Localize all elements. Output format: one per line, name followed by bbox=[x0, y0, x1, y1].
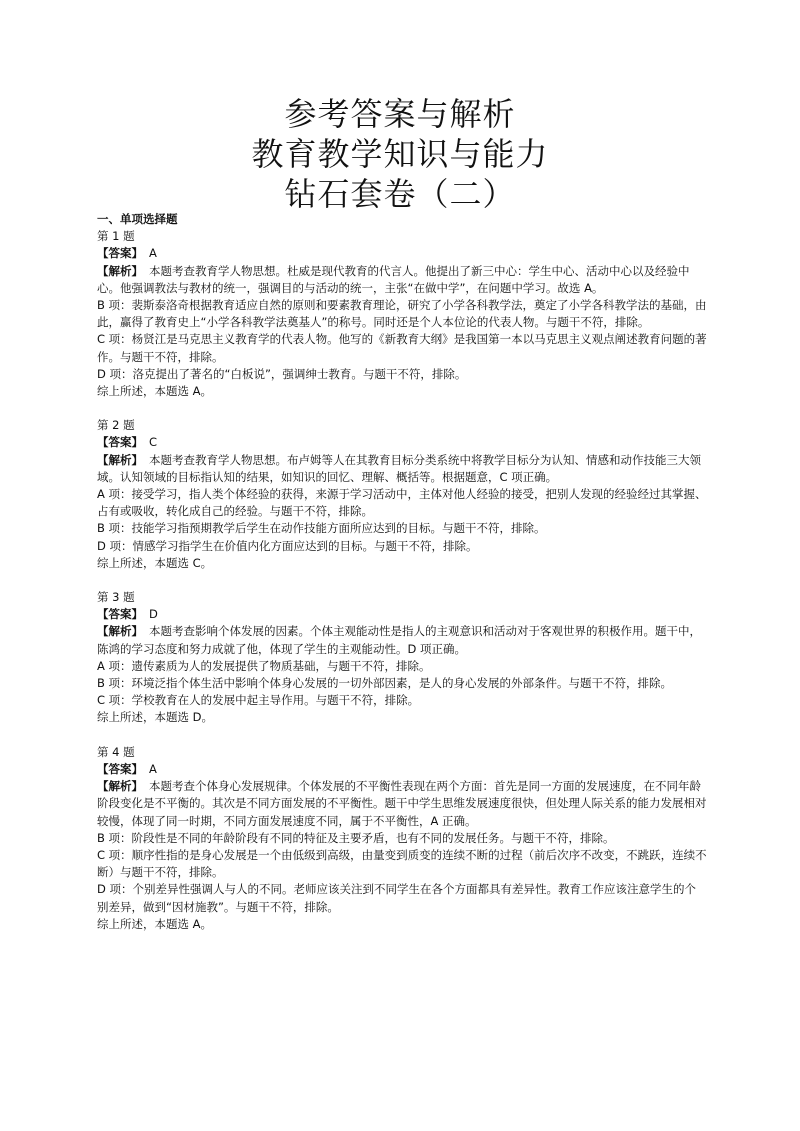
analysis-text: 本题考查教育学人物思想。杜威是现代教育的代言人。他提出了新三中心：学生中心、活动中心以及经验中心。他强调教法与教材的统一，强调目的与活动的统一，主张“在做中学”，在问题中学习。故选 A。 bbox=[97, 263, 690, 295]
question-block bbox=[97, 589, 707, 727]
question-number: 第 1 题 bbox=[97, 229, 135, 244]
conclusion: 综上所述，本题选 A。 bbox=[97, 384, 213, 399]
answer-value: A bbox=[149, 246, 157, 261]
question-block bbox=[97, 744, 707, 933]
answer-tag: 【答案】 bbox=[97, 435, 143, 450]
option-explanation: A 项：接受学习，指人类个体经验的获得，来源于学习活动中，主体对他人经验的接受，把别人发现的经验经过其掌握、占有或吸收，转化成自己的经验。与题干不符，排除。 bbox=[97, 487, 707, 519]
answer-value: A bbox=[149, 761, 157, 776]
option-explanation: B 项：技能学习指预期教学后学生在动作技能方面所应达到的目标。与题干不符，排除。 bbox=[97, 521, 546, 536]
analysis-text: 本题考查教育学人物思想。布卢姆等人在其教育目标分类系统中将教学目标分为认知、情感和动作技能三大领域。认知领域的目标指认知的结果，如知识的回忆、理解、概括等。根据题意，C 项正确。 bbox=[97, 452, 701, 484]
option-explanation: D 项：洛克提出了著名的“白板说”，强调绅士教育。与题干不符，排除。 bbox=[97, 366, 467, 381]
question-block bbox=[97, 417, 707, 572]
analysis-text: 本题考查影响个体发展的因素。个体主观能动性是指人的主观意识和活动对于客观世界的积极作用。题干中，陈鸿的学习态度和努力成就了他，体现了学生的主观能动性。D 项正确。 bbox=[97, 624, 701, 656]
option-explanation: B 项：阶段性是不同的年龄阶段有不同的特征及主要矛盾，也有不同的发展任务。与题干不符，排除。 bbox=[97, 830, 615, 845]
analysis-text: 本题考查个体身心发展规律。个体发展的不平衡性表现在两个方面：首先是同一方面的发展速度，在不同年龄阶段变化是不平衡的。其次是不同方面发展的不平衡性。题干中学生思维发展速度很快，但处理人际关系的能力发展相对较慢，体现了同一时期，不同方面发展速度不同，属于不平衡性，A 正确。 bbox=[97, 779, 707, 828]
title-line-1: 参考答案与解析 bbox=[284, 95, 516, 133]
answer-line bbox=[97, 606, 707, 623]
document-title bbox=[0, 94, 800, 214]
answer-tag: 【答案】 bbox=[97, 761, 143, 776]
answer-line bbox=[97, 245, 707, 262]
answer-line bbox=[97, 434, 707, 451]
analysis-tag: 【解析】 bbox=[97, 263, 143, 278]
title-line-3: 钻石套卷（二） bbox=[284, 175, 516, 213]
answer-tag: 【答案】 bbox=[97, 246, 143, 261]
question-number: 第 2 题 bbox=[97, 418, 135, 433]
option-explanation: C 项：顺序性指的是身心发展是一个由低级到高级，由量变到质变的连续不断的过程（前后次序不改变，不跳跃，连续不断）与题干不符，排除。 bbox=[97, 847, 707, 880]
option-explanation: D 项：个别差异性强调人与人的不同。老师应该关注到不同学生在各个方面都具有差异性。教育工作应该注意学生的个别差异，做到“因材施教”。与题干不符，排除。 bbox=[97, 882, 697, 914]
answer-line bbox=[97, 761, 707, 778]
analysis-paragraph bbox=[97, 623, 707, 657]
question-number: 第 4 题 bbox=[97, 744, 135, 759]
analysis-paragraph bbox=[97, 263, 707, 297]
title-line-2: 教育教学知识与能力 bbox=[251, 135, 549, 173]
option-explanation: C 项：学校教育在人的发展中起主导作用。与题干不符，排除。 bbox=[97, 693, 420, 708]
conclusion: 综上所述，本题选 C。 bbox=[97, 555, 213, 570]
answer-tag: 【答案】 bbox=[97, 607, 143, 622]
option-explanation: C 项：杨贤江是马克思主义教育学的代表人物。他写的《新教育大纲》是我国第一本以马克思主义观点阐述教育问题的著作。与题干不符，排除。 bbox=[97, 332, 707, 364]
analysis-tag: 【解析】 bbox=[97, 624, 143, 639]
answer-value: D bbox=[149, 607, 158, 622]
conclusion: 综上所述，本题选 A。 bbox=[97, 916, 213, 931]
option-explanation: B 项：环境泛指个体生活中影响个体身心发展的一切外部因素，是人的身心发展的外部条件。与题干不符，排除。 bbox=[97, 676, 673, 691]
answer-value: C bbox=[149, 435, 158, 450]
question-number: 第 3 题 bbox=[97, 590, 135, 605]
analysis-tag: 【解析】 bbox=[97, 452, 143, 467]
analysis-paragraph bbox=[97, 452, 707, 486]
option-explanation: A 项：遗传素质为人的发展提供了物质基础，与题干不符，排除。 bbox=[97, 658, 431, 673]
answers-content bbox=[97, 211, 707, 933]
conclusion: 综上所述，本题选 D。 bbox=[97, 710, 214, 725]
option-explanation: B 项：裴斯泰洛奇根据教育适应自然的原则和要素教育理论，研究了小学各科教学法，奠定了小学各科教学法的基础，由此，赢得了教育史上“小学各科教学法奠基人”的称号。同时还是个人本位论的代表人物。与题干不符，排除。 bbox=[97, 298, 707, 330]
analysis-tag: 【解析】 bbox=[97, 779, 143, 794]
analysis-paragraph bbox=[97, 778, 707, 830]
option-explanation: D 项：情感学习指学生在价值内化方面应达到的目标。与题干不符，排除。 bbox=[97, 538, 478, 553]
section-heading: 一、单项选择题 bbox=[97, 212, 178, 226]
question-block bbox=[97, 228, 707, 400]
